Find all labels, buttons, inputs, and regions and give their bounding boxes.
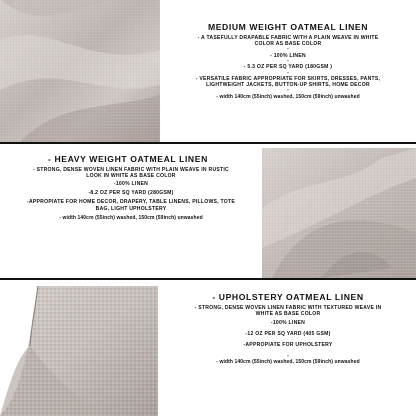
- heavy-linen-uses: -APPROPIATE FOR HOME DECOR, DRAPERY, TABLE LINENS, PILLOWS, TOTE BAG, LIGHT UPHOLSTERY: [27, 199, 235, 212]
- upholstery-linen-panel: [0, 282, 416, 416]
- separator: -: [287, 46, 289, 53]
- upholstery-linen-composition: -100% LINEN: [270, 320, 306, 327]
- medium-linen-weight: - 5.3 OZ PER SQ YARD (180GSM ): [243, 64, 333, 71]
- medium-linen-description: [160, 22, 416, 100]
- medium-linen-composition: - 100% LINEN: [270, 52, 306, 59]
- heavy-linen-width: - width 140cm (55inch) washed, 150cm (59inch) unwashed: [59, 214, 203, 221]
- medium-linen-panel: [0, 0, 416, 142]
- upholstery-linen-title: - UPHOLSTERY OATMEAL LINEN: [212, 292, 364, 302]
- heavy-linen-weight: -8.2 OZ PER SQ YARD (280GSM): [88, 190, 174, 197]
- medium-linen-width: - width 140cm (55inch) washed, 150cm (59inch) unwashed: [216, 93, 360, 100]
- separator: -: [287, 69, 289, 76]
- upholstery-linen-description: [160, 292, 416, 366]
- medium-linen-fabric-photo: [0, 0, 160, 142]
- separator: -: [287, 58, 289, 65]
- separator: -: [287, 87, 289, 94]
- separator: -: [287, 353, 289, 360]
- heavy-linen-description: [0, 154, 262, 221]
- medium-linen-title: MEDIUM WEIGHT OATMEAL LINEN: [207, 22, 369, 32]
- upholstery-linen-fabric-photo: [0, 286, 158, 416]
- heavy-linen-fabric-photo: [262, 148, 416, 278]
- upholstery-linen-weight: -12 OZ PER SQ YARD (405 GSM): [245, 331, 331, 338]
- heavy-linen-composition: -100% LINEN: [113, 180, 149, 187]
- heavy-linen-title: - HEAVY WEIGHT OATMEAL LINEN: [48, 154, 208, 164]
- upholstery-linen-feature: - STRONG, DENSE WOVEN LINEN FABRIC WITH TEXTURED WEAVE IN WHITE AS BASE COLOR: [194, 305, 382, 318]
- heavy-linen-panel: [0, 142, 416, 280]
- medium-linen-uses: - VERSATILE FABRIC APPROPRIATE FOR SKIRTS, DRESSES, PANTS, LIGHTWEIGHT JACKETS, BUTTON-UP SHIRTS, HOME DECOR: [195, 76, 381, 89]
- upholstery-linen-uses: -APPROPIATE FOR UPHOLSTERY: [243, 341, 333, 348]
- upholstery-linen-width: - width 140cm (55inch) washed, 150cm (59inch) unwashed: [216, 359, 360, 366]
- medium-linen-feature: - A TASEFULLY DRAPABLE FABRIC WITH A PLAIN WEAVE IN WHITE COLOR AS BASE COLOR: [197, 35, 379, 48]
- heavy-linen-feature: - STRONG, DENSE WOVEN LINEN FABRIC WITH PLAIN WEAVE IN RUSTIC LOOK IN WHITE AS BASE COLOR: [33, 167, 229, 180]
